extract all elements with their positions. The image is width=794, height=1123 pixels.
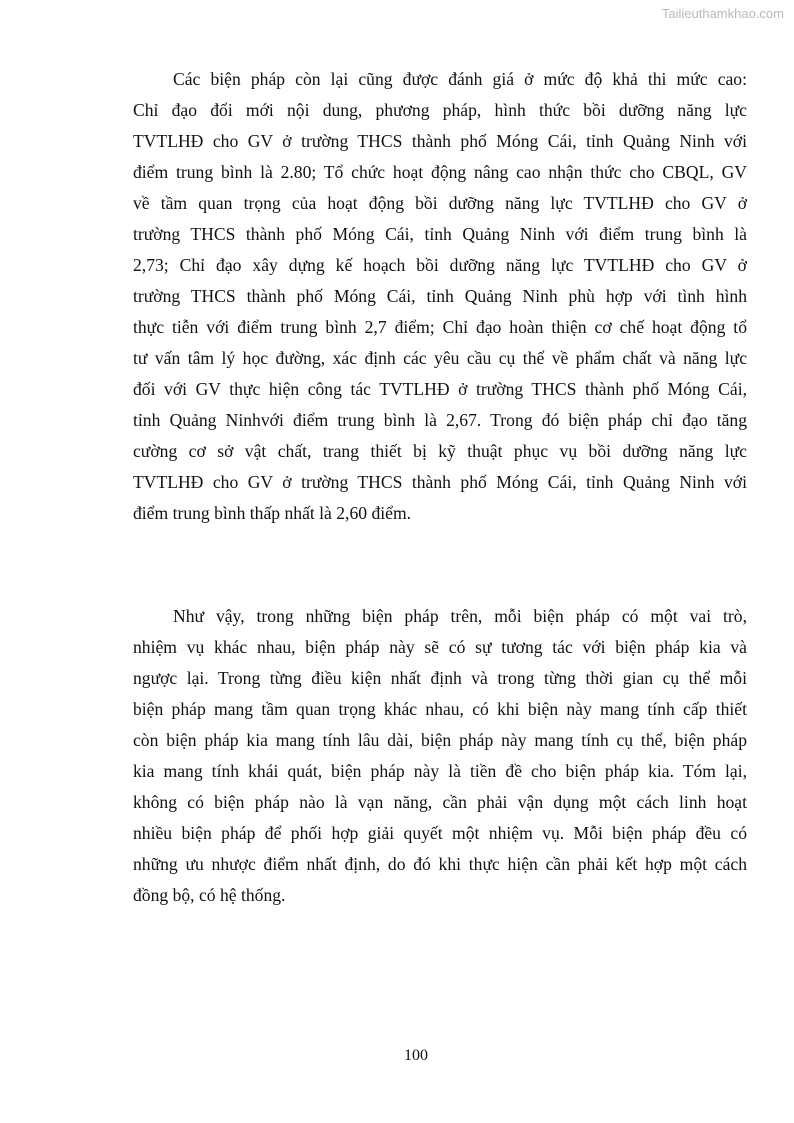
- text-line: TVTLHĐ cho GV ở trường THCS thành phố Móng Cái, tỉnh Quảng Ninh với: [133, 472, 747, 492]
- text-line: tỉnh Quảng Ninhvới điểm trung bình là 2,67. Trong đó biện pháp chỉ đạo tăng: [133, 410, 747, 430]
- text-line: trường THCS thành phố Móng Cái, tỉnh Quảng Ninh với điểm trung bình là: [133, 224, 747, 244]
- text-line: kia mang tính khái quát, biện pháp này là tiền đề cho biện pháp kia. Tóm lại,: [133, 761, 747, 781]
- text-line: trường THCS thành phố Móng Cái, tỉnh Quảng Ninh phù hợp với tình hình: [133, 286, 747, 306]
- text-line: cường cơ sở vật chất, trang thiết bị kỹ thuật phục vụ bồi dưỡng năng lực: [133, 441, 747, 461]
- text-line: Các biện pháp còn lại cũng được đánh giá ở mức độ khả thi mức cao:: [173, 69, 747, 89]
- text-line: ngược lại. Trong từng điều kiện nhất định và trong từng thời gian cụ thể mỗi: [133, 668, 747, 688]
- text-line: những ưu nhược điểm nhất định, do đó khi thực hiện cần phải kết hợp một cách: [133, 854, 747, 874]
- text-line: đối với GV thực hiện công tác TVTLHĐ ở trường THCS thành phố Móng Cái,: [133, 379, 747, 399]
- watermark: Tailieuthamkhao.com: [661, 6, 784, 21]
- text-line: nhiều biện pháp để phối hợp giải quyết một nhiệm vụ. Mỗi biện pháp đều có: [133, 823, 747, 843]
- text-line: không có biện pháp nào là vạn năng, cần phải vận dụng một cách linh hoạt: [133, 792, 747, 812]
- paragraph: [133, 601, 747, 911]
- paragraph: [133, 64, 747, 529]
- text-line: thực tiễn với điểm trung bình 2,7 điểm; Chỉ đạo hoàn thiện cơ chế hoạt động tổ: [133, 317, 747, 337]
- text-line: điểm trung bình thấp nhất là 2,60 điểm.: [133, 503, 412, 523]
- text-line: về tầm quan trọng của hoạt động bồi dưỡng năng lực TVTLHĐ cho GV ở: [133, 193, 747, 213]
- text-line: Chỉ đạo đổi mới nội dung, phương pháp, hình thức bồi dưỡng năng lực: [133, 100, 747, 120]
- page-number: 100: [404, 1047, 428, 1064]
- text-line: 2,73; Chỉ đạo xây dựng kế hoạch bồi dưỡng năng lực TVTLHĐ cho GV ở: [133, 255, 747, 275]
- text-line: tư vấn tâm lý học đường, xác định các yêu cầu cụ thể về phẩm chất và năng lực: [133, 348, 747, 368]
- text-line: biện pháp mang tầm quan trọng khác nhau, có khi biện này mang tính cấp thiết: [133, 699, 747, 719]
- text-line: Như vậy, trong những biện pháp trên, mỗi biện pháp có một vai trò,: [173, 606, 747, 626]
- text-line: đồng bộ, có hệ thống.: [133, 885, 286, 905]
- text-line: còn biện pháp kia mang tính lâu dài, biện pháp này mang tính cụ thể, biện pháp: [133, 730, 747, 750]
- text-line: nhiệm vụ khác nhau, biện pháp này sẽ có sự tương tác với biện pháp kia và: [133, 637, 747, 657]
- text-line: TVTLHĐ cho GV ở trường THCS thành phố Móng Cái, tỉnh Quảng Ninh với: [133, 131, 747, 151]
- text-line: điểm trung bình là 2.80; Tổ chức hoạt động nâng cao nhận thức cho CBQL, GV: [133, 162, 747, 182]
